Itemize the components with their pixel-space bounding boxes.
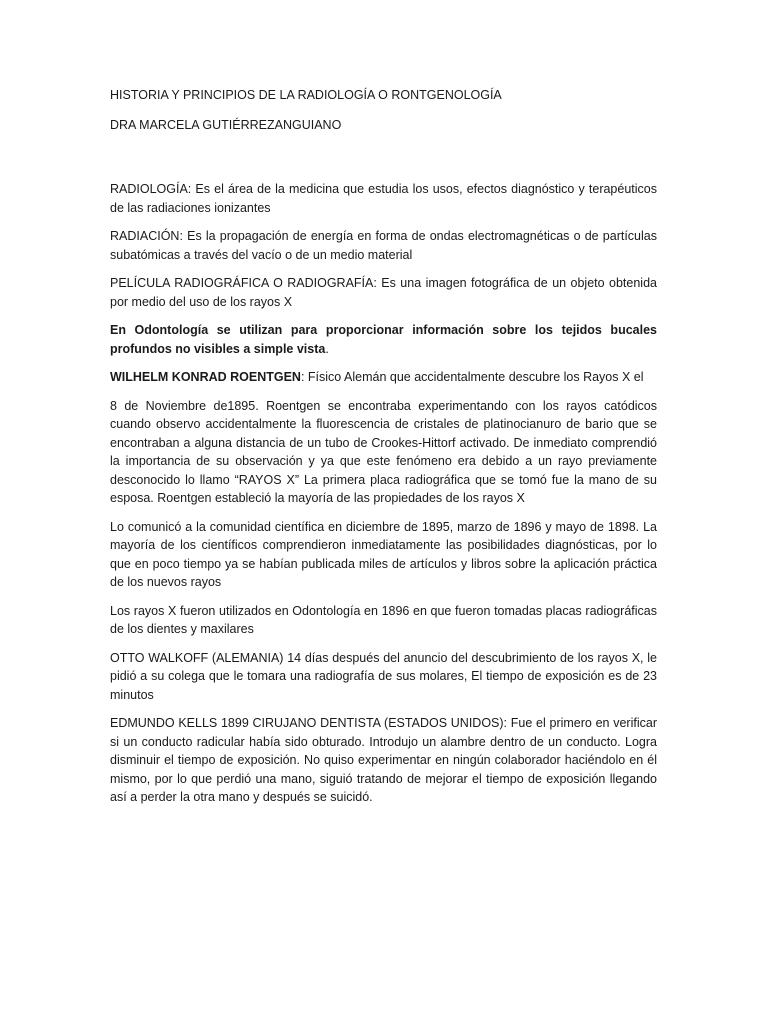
paragraph-pelicula: PELÍCULA RADIOGRÁFICA O RADIOGRAFÍA: Es una imagen fotográfica de un objeto obtenida por medio del uso de los rayos X bbox=[110, 276, 657, 309]
odontologia-period: . bbox=[325, 341, 329, 356]
paragraph-kells: EDMUNDO KELLS 1899 CIRUJANO DENTISTA (ESTADOS UNIDOS): Fue el primero en verificar si un conducto radicular había sido obturado. Introdujo un alambre dentro de un conducto. Logra disminuir el tiempo de exposición. No quiso experimentar en ningún colaborador haciéndolo en él mismo, por lo que perdió una mano, siguió tratando de mejorar el tiempo de exposición llegando así a perder la otra mano y después se suicidó. bbox=[110, 716, 657, 804]
paragraph-radiologia: RADIOLOGÍA: Es el área de la medicina que estudia los usos, efectos diagnóstico y terapéuticos de las radiaciones ionizantes bbox=[110, 182, 657, 215]
paragraph-radiacion: RADIACIÓN: Es la propagación de energía en forma de ondas electromagnéticas o de partículas subatómicas a través del vacío o de un medio material bbox=[110, 229, 657, 262]
paragraph-roentgen-discovery: 8 de Noviembre de1895. Roentgen se encontraba experimentando con los rayos catódicos cuando observo accidentalmente la fluorescencia de cristales de platinocianuro de bario que se encontraban a alguna distancia de un tubo de Crookes-Hittorf activado. De inmediato comprendió la importancia de su observación y ya que este fenómeno era debido a un rayo previamente desconocido lo llamo “RAYOS X” La primera placa radiográfica que se tomó fue la mano de su esposa. Roentgen estableció la mayoría de las propiedades de los rayos X bbox=[110, 398, 657, 505]
document-author: DRA MARCELA GUTIÉRREZANGUIANO bbox=[110, 117, 342, 132]
document-page bbox=[110, 86, 657, 807]
paragraph-roentgen-intro bbox=[110, 368, 657, 387]
document-title: HISTORIA Y PRINCIPIOS DE LA RADIOLOGÍA O RONTGENOLOGÍA bbox=[110, 88, 502, 102]
roentgen-name: WILHELM KONRAD ROENTGEN bbox=[110, 370, 301, 384]
paragraph-odontologia-1896: Los rayos X fueron utilizados en Odontología en 1896 en que fueron tomadas placas radiográficas de los dientes y maxilares bbox=[110, 603, 657, 636]
roentgen-intro-text: : Físico Alemán que accidentalmente descubre los Rayos X el bbox=[300, 370, 644, 384]
odontologia-bold-text: En Odontología se utilizan para proporcionar información sobre los tejidos bucales profundos no visibles a simple vista bbox=[110, 323, 657, 356]
paragraph-comunicacion: Lo comunicó a la comunidad científica en diciembre de 1895, marzo de 1896 y mayo de 1898. La mayoría de los científicos comprendieron inmediatamente las posibilidades diagnósticas, por lo que en poco tiempo ya se habían publicada miles de artículos y libros sobre la aplicación práctica de los nuevos rayos bbox=[110, 519, 657, 589]
paragraph-walkoff: OTTO WALKOFF (ALEMANIA) 14 días después del anuncio del descubrimiento de los rayos X, le pidió a su colega que le tomara una radiografía de sus molares, El tiempo de exposición es de 23 minutos bbox=[110, 650, 657, 702]
paragraph-odontologia bbox=[110, 321, 657, 358]
